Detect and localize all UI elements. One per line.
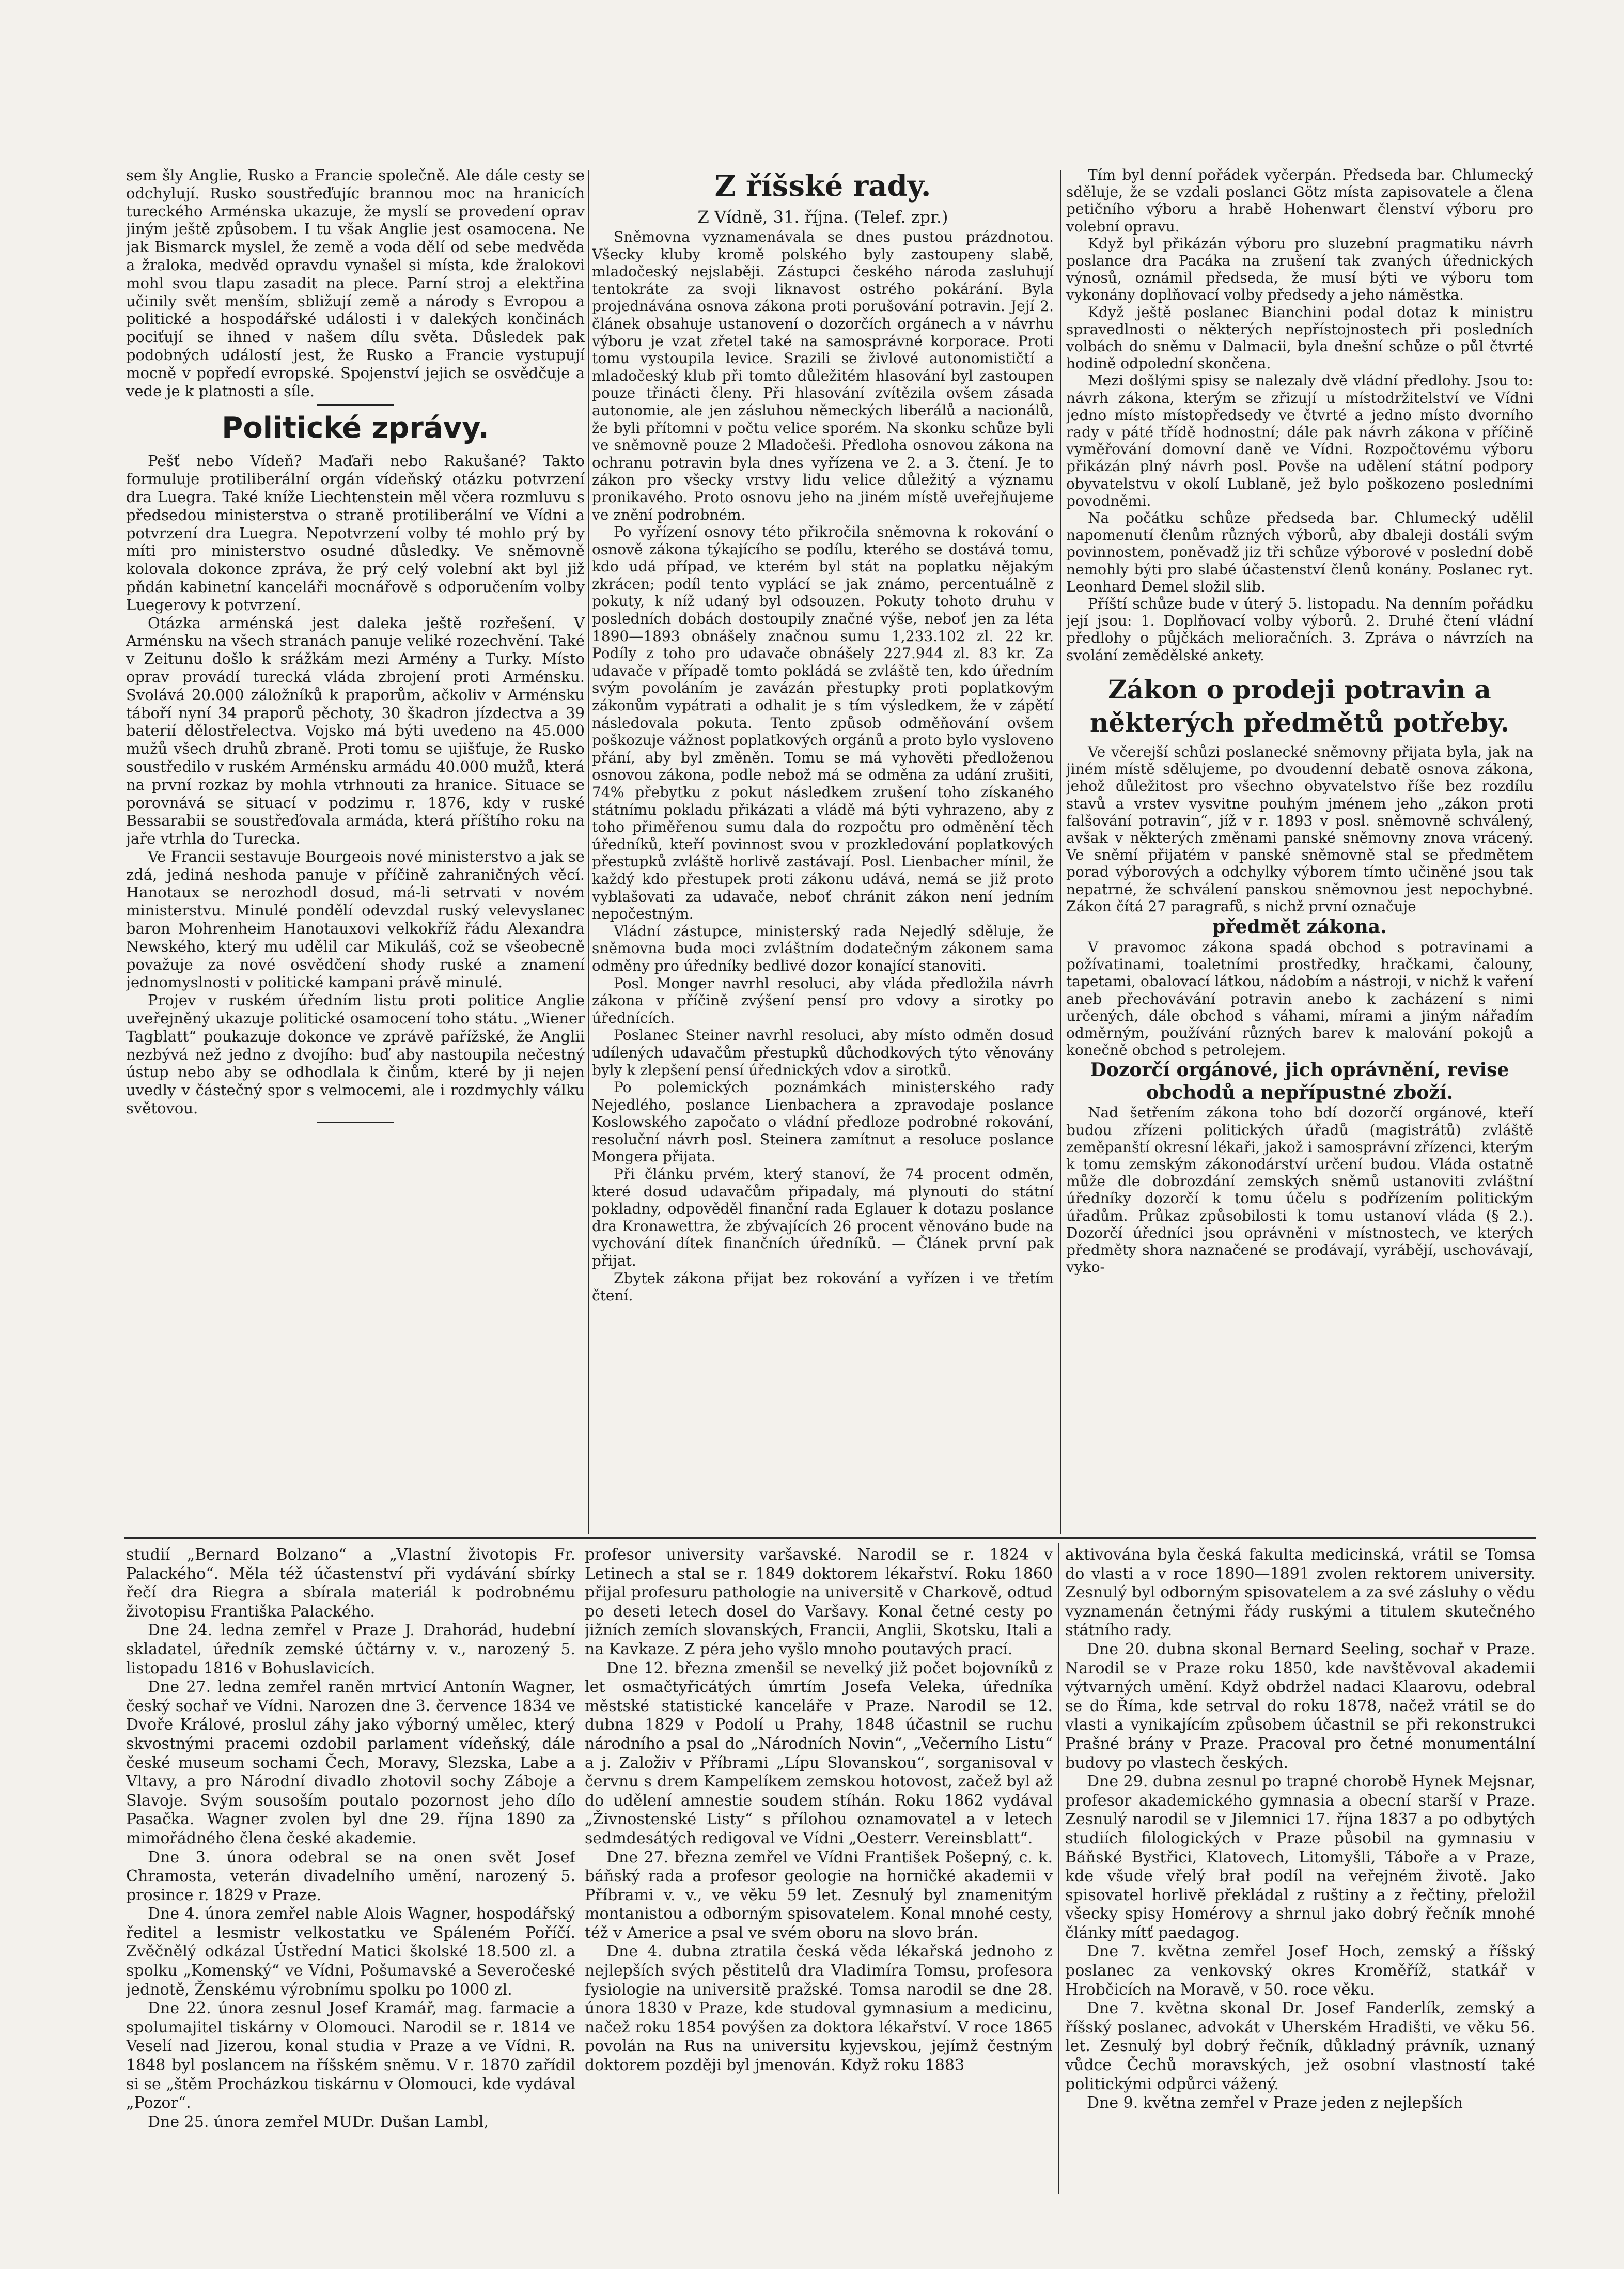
- right-column: [1066, 166, 1533, 1525]
- report-paragraph: Příští schůze bude v úterý 5. listopadu. Na denním pořádku její jsou: 1. Doplňovací volby výborů. 2. Druhé čtení vládní předlohy o půjčkách melioračních. 3. Zpráva o návrzích na svolání zemědělské ankety.: [1066, 595, 1533, 664]
- news-paragraph: Pešť nebo Vídeň? Maďaři nebo Rakušané? Takto formuluje protiliberální orgán vídeňský otázku potvrzení dra Luegra. Také kníže Liechtenstein měl včera rozmluvu s předsedou ministerstva o straně protiliberální ve Vídni a potvrzení dra Luegra. Nepotvrzení volby té mohlo prý by míti pro ministerstvo osudné důsledky. Ve sněmovně kolovala dokonce zpráva, že prý celý volební akt byl již pňdán kabinetní kanceláři mocnářově s odporučením volby Luegerovy k potvrzení.: [126, 452, 585, 614]
- obituary-paragraph: Dne 3. února odebral se na onen svět Josef Chramosta, veterán divadelního umění, narozený 5. prosince r. 1829 v Praze.: [126, 1848, 575, 1904]
- obituary-paragraph: Dne 27. ledna zemřel raněn mrtvicí Antonín Wagner, český sochař ve Vídni. Narozen dne 3. července 1834 ve Dvoře Králové, proslul záhy jako výborný umělec, který skvostnými pracemi ozdobil parlament vídeňský, dále české museum sochami Čech, Moravy, Slezska, Labe a Vltavy, a pro Národní divadlo zhotovil sochy Záboje a Slavoje. Svým sousoším poutalo pozornost jeho dílo Pasačka. Wagner zvolen byl dne 29. října 1890 za mimořádného člena české akademie.: [126, 1678, 575, 1847]
- obituary-paragraph: Dne 24. ledna zemřel v Praze J. Drahorád, hudební skladatel, úředník zemské účtárny v. v., narozený 5. listopadu 1816 v Bohuslavicích.: [126, 1621, 575, 1677]
- law-paragraph: Nad šetřením zákona toho bdí dozorčí orgánové, kteří budou zřízeni politických úřadů (magistrátů) zvláště zeměpanští okresní lékaři, jakož i samosprávní zřízenci, kterým k tomu zemským zákonodárství určení budou. Vláda ostatně může dle dobrozdání zemských sněmů ustanoviti zvláštní úředníky dozorčí k tomu účelu s podřízením politickým úřadům. Průkaz způsobilosti k tomu ustanoví vláda (§ 2.). Dozorčí úředníci jsou oprávněni v místnostech, ve kterých předměty shora naznačené se prodávají, vyrábějí, uschovávají, vyko-: [1066, 1104, 1533, 1276]
- report-paragraph: Po polemických poznámkách ministerského rady Nejedlého, poslance Lienbachera a zpravodaje poslance Koslowského započato o vládní předloze podrobné rokování, resoluční návrh posl. Steinera zamítnut a resoluce poslance Mongera přijata.: [592, 1079, 1054, 1165]
- report-paragraph: Když byl přikázán výboru pro sluzební pragmatiku návrh poslance dra Pacáka na zrušení tak zvaných úřednických výnosů, oznámil předseda, že musí býti ve výboru tom vykonány doplňovací volby předsedy a jeho náměstka.: [1066, 235, 1533, 304]
- report-paragraph: Sněmovna vyznamenávala se dnes pustou prázdnotou. Všecky kluby kromě polského byly zastoupeny slabě, mladočeský nejslaběji. Zástupci českého národa zasluhují tentokráte za svoji liknavost ostrého pokárání. Byla projednávána osnova zákona proti porušování potravin. Její 2. článek obsahuje ustanovení o dozorčích orgánech a v návrhu výboru je vzat zřetel také na samosprávné korporace. Proti tomu vystoupila levice. Srazili se živlové autonomističtí a mladočeský klub při tomto důležitém hlasování byl zastoupen pouze třinácti členy. Při hlasování zvítězila ovšem zásada autonomie, ale jen zásluhou německých liberálů a nacionálů, že byli přítomni v počtu velice sporém. Na skonku schůze byli ve sněmovně pouze 2 Mladočeši. Předloha osnovou zákona na ochranu potravin byla dnes vyřízena ve 2. a 3. čtení. Je to zákon pro všecky vrstvy lidu velice důležitý a významu pronikavého. Proto osnovu jeho na jiném místě uveřejňujeme ve znění podrobném.: [592, 228, 1054, 523]
- intro-paragraph: sem šly Anglie, Rusko a Francie společně. Ale dále cesty se odchylují. Rusko soustřeďujíc brannou moc na hranicích tureckého Arménska ukazuje, že myslí se provedení oprav jiným ještě způsobem. I tu však Anglie jest osamocena. Ne jak Bismarck myslel, že země a voda dělí od sebe medvěda a žraloka, medvěd opravdu vynašel si místa, kde žralokovi mohl svou tlapu zasadit na plece. Parní stroj a elektřina učinily svět menším, sbližují země a národy s Evropou a politické a hospodářské události i v dalekých končinách pociťují se ihned v našem dílu světa. Důsledek pak podobných událostí jest, že Rusko a Francie vystupují mocně v popředí evropské. Spojenství jejich se osvědčuje a vede je k platnosti a síle.: [126, 166, 585, 400]
- obituary-paragraph: Dne 22. února zesnul Josef Kramář, mag. farmacie a spolumajitel tiskárny v Olomouci. Narodil se r. 1814 ve Veselí nad Jizerou, konal studia v Praze a ve Vídni. R. 1848 byl poslancem na říšském sněmu. V r. 1870 zařídil si se „štěm Procházkou tiskárnu v Olomouci, kde vydával „Pozor“.: [126, 1999, 575, 2112]
- report-paragraph: Když ještě poslanec Bianchini podal dotaz k ministru spravedlnosti o některých nepřístojnostech při posledních volbách do sněmu v Dalmacii, byla dnešní schůze o půl čtvrté hodině odpolední skončena.: [1066, 303, 1533, 372]
- food-law-heading: Zákon o prodeji potravin a některých předmětů potřeby.: [1089, 674, 1510, 738]
- report-paragraph: Vládní zástupce, ministerský rada Nejedlý sděluje, že sněmovna buda moci zvláštním dodatečným zákonem sama odměny pro úředníky bedlivé dozor konající stanoviti.: [592, 922, 1054, 974]
- news-paragraph: Projev v ruském úředním listu proti politice Anglie uveřejněný ukazuje politické osamocení toho státu. „Wiener Tagblatt“ poukazuje dokonce ve zprávě pařížské, že Anglii nezbývá než jedno z dvojího: buď aby nastoupila nečestný ústup nebo aby se odhodlala k činům, které by ji nejen uvedly v částečný spor s velmocemi, ale i rozdmychly válku světovou.: [126, 991, 585, 1117]
- obituary-paragraph: Dne 4. února zemřel nable Alois Wagner, hospodářský ředitel a lesmistr velkostatku ve Spáleném Poříčí. Zvěčnělý odkázal Ústřední Matici školské 18.500 zl. a spolku „Komenský“ ve Vídni, Pošumavské a Severočeské jednotě, Ženskému výrobnímu spolku po 1000 zl.: [126, 1905, 575, 1999]
- column-end-rule: [317, 1122, 394, 1123]
- column-rule: [588, 170, 589, 1534]
- law-paragraph: Ve včerejší schůzi poslanecké sněmovny přijata byla, jak na jiném místě sdělujeme, po dvoudenní debatě osnova zákona, jehož důležitost pro všechno obyvatelstvo říše bez rozdílu stavů a vrstev vysvitne pouhým jménem jeho „zákon proti falšování potravin“, jíž v r. 1893 v posl. sněmovně schválený, avšak v některých změnami panské sněmovny znova vrácený. Ve sněmí přijatém v panské sněmovně stal se předmětem porad výborových a odchylky výborem tímto učiněné jsou tak nepatrné, že schválení panskou sněmovnou jest nepochybné. Zákon čítá 27 paragrafů, s nichž první označuje: [1066, 743, 1533, 915]
- obituary-paragraph: Dne 7. května skonal Dr. Josef Fanderlík, zemský a říšský poslanec, advokát v Uherském Hradišti, ve věku 56. let. Zesnulý byl dobrý řečník, důkladný právník, uznaný vůdce Čechů moravských, jež osobní vlastností také politickými odpůrci vážený.: [1065, 1999, 1535, 2093]
- obituary-paragraph: profesor university varšavské. Narodil se r. 1824 v Letinech a stal se r. 1849 doktorem lékařství. Roku 1860 přijal profesuru pathologie na universitě v Charkově, odtud po deseti letech dosel do Varšavy. Konal četné cesty po jižních zemích slovanských, Francii, Anglii, Skotsku, Itali a na Kavkaze. Z péra jeho vyšlo mnoho poutavých prací.: [585, 1546, 1053, 1658]
- report-paragraph: Při článku prvém, který stanoví, že 74 procent odměn, které dosud udavačům připadaly, má plynouti do státní pokladny, odpověděl finanční rada Eglauer k dotazu poslance dra Kronawettra, že zbývajících 26 procent věnováno bude na vychování dítek finančních úředníků. — Článek první pak přijat.: [592, 1165, 1054, 1270]
- obituary-paragraph: Dne 4. dubna ztratila česká věda lékařská jednoho z nejlepších svých pěstitelů dra Vladimíra Tomsu, profesora fysiologie na universitě pražské. Tomsa narodil se dne 28. února 1830 v Praze, kde studoval gymnasium a medicinu, načež roku 1854 povýšen za doktora lékařství. V roce 1865 povolán na Rus na universitu kyjevskou, jejímž čestným doktorem později byl jmenován. Když roku 1883: [585, 1942, 1053, 2075]
- middle-column: [592, 166, 1054, 1525]
- law-subheading: předmět zákona.: [1212, 915, 1387, 938]
- law-subheading: Dozorčí orgánové, jich oprávnění, revise obchodů a nepřípustné zboží.: [1090, 1059, 1509, 1104]
- report-paragraph: Po vyřízení osnovy této přikročila sněmovna k rokování o osnově zákona týkajícího se podílu, kterého se dostává tomu, kdo udá případ, ve kterém byl stát na poplatku nějakým zkrácen; podíl tento vyplácí se jak známo, percentuálně z pokuty, k níž udaný byl odsouzen. Pokuty tohoto druhu v posledních dobách dostoupily značné výše, neboť jen za léta 1890—1893 obnášely značnou sumu 1,233.102 zl. 22 kr. Podíly z toho pro udavače obnášely 227.944 zl. 83 kr. Za udavače v případě tomto pokládá se zvláště ten, kdo úředním svým povoláním je zavázán přestupky proti poplatkovým zákonům vypátrati a odhalit je s tím výsledkem, že v zápětí následovala pokuta. Tento způsob odměňování ovšem poškozuje vážnost poplatkových orgánů a proto bylo vysloveno přání, aby byl změněn. Tomu se má vyhověti předloženou osnovou zákona, podle nebož má se odměna za udání zrušiti, 74% přebytku z pokut následkem zrušení toho získaného státnímu pokladu přikázati a vládě má býti vyhrazeno, aby z toho přiměřenou sumu dala do rozpočtu pro odměnění těch úředníků, kteří povinnost svou v prozkledování poplatkových přestupků zvláště horlivě zastávají. Posl. Lienbacher mínil, že každý kdo přestupek proti zákonu udává, nemá se již proto vyblašovati za udavače, neboť chránit zákon není jedním nepočestným.: [592, 523, 1054, 923]
- obituary-paragraph: Dne 9. května zemřel v Praze jeden z nejlepších: [1087, 2094, 1463, 2112]
- obituary-paragraph: Dne 29. dubna zesnul po trapné chorobě Hynek Mejsnar, profesor akademického gymnasia a obecní starší v Praze. Zesnulý narodil se v Jilemnici 17. října 1837 a po odbytých studiích filologických v Praze působil na gymnasiu v Báňské Bystřici, Klatovech, Litomyšli, Táboře a v Praze, kde všude vřelý brał podíl na veřejném životě. Jako spisovatel horlivě překládal z ruštiny a z řečtiny, přeložil všecky spisy Homérovy a shrnul jako dobrý řečník mnohé články mítť paedagog.: [1065, 1773, 1535, 1942]
- obituaries-middle: [585, 1546, 1053, 2192]
- left-column: [126, 166, 585, 1525]
- obituary-paragraph: Dne 7. května zemřel Josef Hoch, zemský a říšský poslanec za venkovský okres Kroměříž, statkář v Hrobčicích na Moravě, v 50. roce věku.: [1065, 1942, 1535, 1999]
- report-paragraph: Mezi došlými spisy se nalezaly dvě vládní předlohy. Jsou to: návrh zákona, kterým se zřizují u místodržitelství ve Vídni jedno místo místopředsedy ve čtvrté a jedno místo dvorního rady v páté třídě hodnostní; dále pak návrh zákona v příčině vyměřování domovní daně ve Vídni. Rozpočtovému výboru přikázán plný návrh posl. Povše na udělení státní podpory obyvatelstvu v okolí Lublaně, jež bylo poškozeno posledními povodněmi.: [1066, 372, 1533, 509]
- obituary-paragraph: Dne 27. března zemřel ve Vídni František Pošepný, c. k. báňský rada a profesor geologie na horničké akademii v Příbrami v. v., ve věku 59 let. Zesnulý byl znamenitým montanistou a odborným spisovatelem. Konal mnohé cesty, též v Americe a psal ve svém oboru na slovo brán.: [585, 1848, 1053, 1942]
- dateline: Z Vídně, 31. října. (Telef. zpr.): [697, 207, 948, 227]
- report-paragraph: Zbytek zákona přijat bez rokování a vyřízen i ve třetím čtení.: [592, 1269, 1054, 1304]
- report-paragraph: Posl. Monger navrhl resoluci, aby vláda předložila návrh zákona v příčině zvýšení pensí pro vdovy a sirotky po úřednících.: [592, 974, 1054, 1027]
- parliament-heading: Z říšské rady.: [714, 169, 931, 203]
- column-rule: [1060, 170, 1061, 1534]
- news-paragraph: Ve Francii sestavuje Bourgeois nové ministerstvo a jak se zdá, jediná neshoda panuje v příčině zahraničných věcí. Hanotaux se nerozhodl dosud, má-li setrvati v novém ministerstvu. Minulé pondělí odevzdal ruský velevyslanec baron Mohrenheim Hanotauxovi velkokříž řádu Alexandra Newského, který mu udělil car Mikuláš, což se všeobecně považuje za nové osvědčení shody ruské a znamení jednomyslnosti v politické kampani právě minulé.: [126, 847, 585, 991]
- obituary-paragraph: studií „Bernard Bolzano“ a „Vlastní životopis Fr. Palackého“. Měla též účastenství při vydávání sbírky řečí dra Riegra a sbírala materiál k podrobnému životopisu Františka Palackého.: [126, 1546, 575, 1621]
- law-paragraph: V pravomoc zákona spadá obchod s potravinami a požívatinami, toaletními prostředky, hračkami, čalouny, tapetami, obalovací látkou, nádobím a nástroji, v nichž k vaření aneb přechovávání potravin anebo k zacházení s nimi určených, dále obchod s váhami, mírami a jiným nářadím odměrným, používání různých barev k malování pokojů a konečně obchod s petrolejem.: [1066, 938, 1533, 1059]
- obituaries-right: [1065, 1546, 1535, 2192]
- obituary-paragraph: aktivována byla česká fakulta medicinská, vrátil se Tomsa do vlasti a v roce 1890—1891 zvolen rektorem university. Zesnulý byl odborným spisovatelem a za své zásluhy o vědu vyznamenán četnými řády ruskými a titulem skutečného státního rady.: [1065, 1546, 1535, 1640]
- report-paragraph: Na počátku schůze předseda bar. Chlumecký udělil napomenutí členům různých výborů, aby dbaleji dostáli svým povinnostem, poněvadž jiz tři schůze výborové v poslední době nemohly býti pro slabé účastenství členů konány. Poslanec ryt. Leonhard Demel složil slib.: [1066, 509, 1533, 595]
- column-rule: [1058, 1543, 1059, 2194]
- section-rule: [124, 1537, 1536, 1539]
- obituaries-left: [126, 1546, 575, 2192]
- obituary-paragraph: Dne 12. března zmenšil se nevelký již počet bojovníků z let osmačtyřicátých úmrtím Josefa Veleka, úředníka městské statistické kanceláře v Praze. Narodil se 12. dubna 1829 v Podolí u Prahy, 1848 účastnil se ruchu národního a psal do „Národních Novin“, „Večerního Listu“ a j. Založiv v Příbrami „Lípu Slovanskou“, sorganisoval v červnu s drem Kampelíkem zemskou hotovost, začež byl až do udělení amnestie soudem stíhán. Roku 1862 vydával „Živnostenské Listy“ s přílohou oznamovatel a v letech sedmdesátých redigoval ve Vídni „Oesterr. Vereinsblatt“.: [585, 1659, 1053, 1847]
- section-divider: [317, 404, 394, 406]
- obituary-paragraph: Dne 25. února zemřel MUDr. Dušan Lambl,: [148, 2112, 489, 2131]
- report-paragraph: Tím byl denní pořádek vyčerpán. Předseda bar. Chlumecký sděluje, že se vzdali poslanci Götz místa zapisovatele a člena petičního výboru a hrabě Hohenwart členství výboru pro volební opravu.: [1066, 166, 1533, 235]
- political-news-heading: Politické zprávy.: [222, 411, 489, 445]
- obituary-paragraph: Dne 20. dubna skonal Bernard Seeling, sochař v Praze. Narodil se v Praze roku 1850, kde navštěvoval akademii výtvarných umění. Když obdržel nadaci Klaarovu, odebral se do Říma, kde setrval do roku 1878, načež vrátil se do vlasti a vynikajícím způsobem účastnil se při rekonstrukci Prašné brány v Praze. Pracoval pro četné monumentální budovy po vlastech českých.: [1065, 1640, 1535, 1772]
- news-paragraph: Otázka arménská jest daleka ještě rozřešení. V Arménsku na všech stranách panuje veliké rozechvění. Také v Zeitunu došlo k srážkám mezi Armény a Turky. Místo oprav provádí turecká vláda zbrojení proti Arménsku. Svolává 20.000 záložníků k praporům, ačkoliv v Arménsku táboří nyní 34 praporů pěchoty, 30 škadron jízdectva a 39 baterií dělostřelectva. Vojsko má býti uvedeno na 45.000 mužů všech druhů zbraně. Proti tomu se ujišťuje, že Rusko soustředilo v ruském Arménsku armádu 40.000 mužů, která na první rozkaz by mohla vtrhnouti za hranice. Situace se porovnává se situací v podzimu r. 1876, kdy v ruské Bessarabii se soustřeďovala armáda, která příštího roku na jaře vtrhla do Turecka.: [126, 614, 585, 848]
- report-paragraph: Poslanec Steiner navrhl resoluci, aby místo odměn dosud udílených udavačům přestupků důchodkových týto věnovány byly k zlepšení pensí úřednických vdov a sirotků.: [592, 1027, 1054, 1079]
